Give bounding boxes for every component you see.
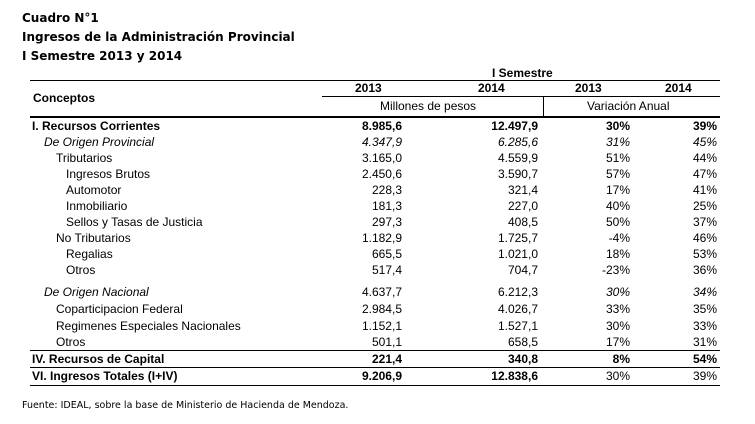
row-label: VI. Ingresos Totales (I+IV) (32, 369, 178, 383)
header-year-2014-millones: 2014 (478, 81, 505, 95)
table-row (30, 230, 720, 246)
cell-2014: 1.725,7 (497, 231, 538, 245)
cell-var-2014: 39% (692, 119, 717, 133)
row-label: No Tributarios (56, 231, 131, 245)
cell-2014: 12.838,6 (491, 369, 538, 383)
cell-2013: 181,3 (371, 199, 402, 213)
row-label: Automotor (66, 183, 122, 197)
row-label: IV. Recursos de Capital (32, 352, 165, 366)
cell-var-2013: 30% (605, 119, 630, 133)
cell-2014: 408,5 (507, 215, 538, 229)
cell-var-2013: -4% (608, 231, 630, 245)
cell-var-2014: 46% (692, 231, 717, 245)
cell-2014: 704,7 (507, 263, 538, 277)
cell-2014: 340,8 (507, 352, 538, 366)
cell-var-2013: 8% (612, 352, 630, 366)
cell-2014: 658,5 (507, 335, 538, 349)
rule-bottom (30, 385, 720, 386)
cell-2014: 4.026,7 (497, 302, 538, 316)
row-label: Inmobiliario (66, 199, 128, 213)
row-label: Otros (56, 335, 86, 349)
table-row (30, 166, 720, 182)
table-row (30, 214, 720, 230)
table-row (30, 198, 720, 214)
cell-var-2014: 45% (692, 135, 717, 149)
row-label: De Origen Nacional (44, 285, 149, 299)
cell-var-2014: 39% (692, 369, 717, 383)
table-row (30, 368, 720, 384)
cell-var-2014: 54% (692, 352, 717, 366)
source-note: Fuente: IDEAL, sobre la base de Ministerio de Hacienda de Mendoza. (22, 400, 349, 411)
table-row (30, 118, 720, 134)
cell-2013: 228,3 (371, 183, 402, 197)
row-label: Tributarios (56, 151, 113, 165)
header-year-2013-millones: 2013 (355, 81, 382, 95)
row-label: Regalias (66, 247, 113, 261)
cell-2013: 4.637,7 (361, 285, 402, 299)
table-subtitle: I Semestre 2013 y 2014 (22, 49, 183, 63)
cell-2013: 1.182,9 (361, 231, 402, 245)
cell-2013: 2.984,5 (361, 302, 402, 316)
cell-2013: 517,4 (371, 263, 402, 277)
cell-var-2014: 44% (692, 151, 717, 165)
row-label: Ingresos Brutos (66, 167, 151, 181)
row-label: Sellos y Tasas de Justicia (66, 215, 203, 229)
rule-divider-vertical (543, 96, 544, 117)
cell-var-2013: 40% (605, 199, 630, 213)
row-label: Coparticipacion Federal (56, 302, 183, 316)
cell-2013: 4.347,9 (361, 135, 402, 149)
header-year-2013-variacion: 2013 (575, 81, 602, 95)
cell-var-2014: 33% (692, 319, 717, 333)
header-semestre: I Semestre (492, 66, 553, 80)
cell-2014: 3.590,7 (497, 167, 538, 181)
table-row (30, 262, 720, 278)
table-row (30, 182, 720, 198)
cell-2014: 227,0 (507, 199, 538, 213)
cell-2014: 4.559,9 (497, 151, 538, 165)
cell-var-2013: 18% (605, 247, 630, 261)
cell-var-2013: 17% (605, 335, 630, 349)
header-millones-de-pesos: Millones de pesos (380, 99, 477, 113)
cell-var-2014: 25% (692, 199, 717, 213)
table-row (30, 284, 720, 300)
row-label: Regimenes Especiales Nacionales (56, 319, 241, 333)
table-title: Ingresos de la Administración Provincial (22, 30, 295, 44)
rule-years (322, 96, 720, 97)
table-row (30, 318, 720, 334)
cell-var-2013: 30% (605, 319, 630, 333)
cell-2013: 2.450,6 (361, 167, 402, 181)
cell-2014: 6.212,3 (497, 285, 538, 299)
cell-var-2013: 30% (605, 285, 630, 299)
header-year-2014-variacion: 2014 (665, 81, 692, 95)
cell-var-2013: 17% (605, 183, 630, 197)
cell-2014: 12.497,9 (491, 119, 538, 133)
row-label: De Origen Provincial (44, 135, 155, 149)
table-row (30, 246, 720, 262)
table-title-block (22, 9, 295, 66)
cell-var-2013: 50% (605, 215, 630, 229)
cell-var-2014: 31% (692, 335, 717, 349)
table-row (30, 134, 720, 150)
cell-2013: 665,5 (371, 247, 402, 261)
cell-2014: 6.285,6 (497, 135, 538, 149)
cell-var-2014: 37% (692, 215, 717, 229)
row-label: I. Recursos Corrientes (32, 119, 161, 133)
cell-var-2013: 57% (605, 167, 630, 181)
cell-2013: 8.985,6 (361, 119, 402, 133)
cell-2014: 1.527,1 (497, 319, 538, 333)
cell-2013: 3.165,0 (361, 151, 402, 165)
cell-2014: 1.021,0 (497, 247, 538, 261)
cell-2013: 1.152,1 (361, 319, 402, 333)
table-row (30, 301, 720, 317)
cell-2013: 221,4 (371, 352, 402, 366)
table-number: Cuadro N°1 (22, 11, 99, 25)
cell-2013: 501,1 (371, 335, 402, 349)
cell-var-2014: 35% (692, 302, 717, 316)
cell-var-2014: 41% (692, 183, 717, 197)
cell-var-2013: 31% (605, 135, 630, 149)
row-label: Otros (66, 263, 96, 277)
table-row (30, 150, 720, 166)
cell-var-2014: 47% (692, 167, 717, 181)
cell-var-2014: 53% (692, 247, 717, 261)
cell-2013: 297,3 (371, 215, 402, 229)
header-conceptos: Conceptos (33, 91, 96, 105)
table-row (30, 334, 720, 350)
cell-var-2013: 51% (605, 151, 630, 165)
table-row (30, 351, 720, 367)
cell-var-2013: 30% (605, 369, 630, 383)
cell-var-2013: -23% (601, 263, 630, 277)
cell-var-2014: 36% (692, 263, 717, 277)
cell-var-2013: 33% (605, 302, 630, 316)
cell-2014: 321,4 (507, 183, 538, 197)
header-variacion-anual: Variación Anual (587, 99, 670, 113)
cell-2013: 9.206,9 (361, 369, 402, 383)
cell-var-2014: 34% (692, 285, 717, 299)
